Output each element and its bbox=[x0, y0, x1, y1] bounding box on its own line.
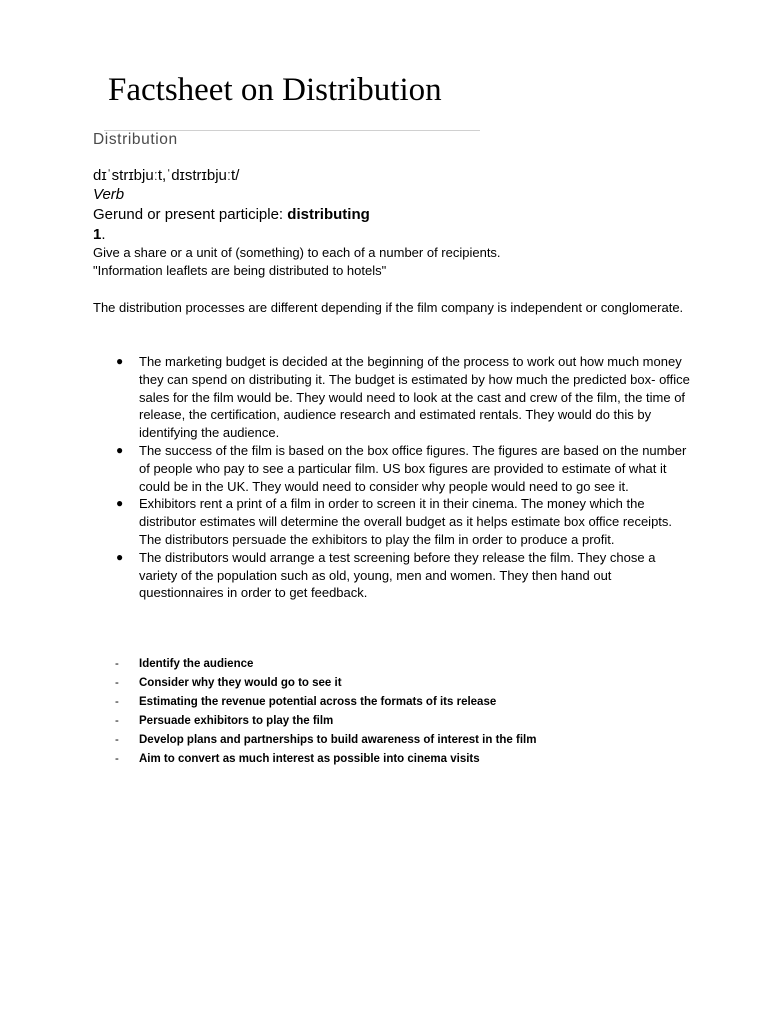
list-item-text: Exhibitors rent a print of a film in order to screen it in their cinema. The money which the distributor estimates will determine the overall budget as it helps estimate box office receipts. The distributors persuade the exhibitors to play the film in order to produce a profit. bbox=[139, 496, 673, 547]
dash-marker: - bbox=[115, 695, 119, 708]
list-item-text: Develop plans and partnerships to build awareness of interest in the film bbox=[139, 733, 537, 746]
list-item bbox=[93, 353, 693, 442]
list-item bbox=[93, 549, 693, 602]
list-item-text: Aim to convert as much interest as possible into cinema visits bbox=[139, 752, 480, 765]
bullet-marker: ● bbox=[116, 549, 124, 564]
list-item-text: Estimating the revenue potential across the formats of its release bbox=[139, 695, 497, 708]
list-item-text: Persuade exhibitors to play the film bbox=[139, 714, 334, 727]
sense-number-value: 1 bbox=[93, 226, 102, 243]
dash-marker: - bbox=[115, 658, 119, 670]
intro-paragraph: The distribution processes are different depending if the film company is independent or conglomerate. bbox=[93, 300, 684, 315]
definition-example: "Information leaflets are being distributed to hotels" bbox=[93, 263, 387, 278]
sense-number-suffix: . bbox=[101, 226, 106, 243]
gerund-value: distributing bbox=[287, 206, 370, 223]
list-item bbox=[93, 731, 693, 750]
part-of-speech: Verb bbox=[93, 186, 125, 203]
bullet-marker: ● bbox=[116, 354, 124, 368]
definition-meaning: Give a share or a unit of (something) to each of a number of recipients. bbox=[93, 245, 501, 260]
dash-marker: - bbox=[115, 733, 119, 746]
list-item-text: The success of the film is based on the box office figures. The figures are based on the number of people who pay to see a particular film. US box figures are provided to estimate of what it could be in the UK. They would need to consider why people would need to go see it. bbox=[139, 442, 687, 494]
section-subtitle: Distribution bbox=[93, 131, 178, 148]
dictionary-entry bbox=[93, 166, 693, 280]
list-item bbox=[93, 750, 693, 769]
list-item-text: The distributors would arrange a test screening before they release the film. They chose a variety of the population such as old, young, men and women. They then hand out questionnaires in order to get feedback. bbox=[139, 549, 656, 601]
gerund-line bbox=[93, 205, 693, 225]
list-item bbox=[93, 495, 693, 548]
bullet-marker: ● bbox=[116, 442, 124, 457]
list-item-text: Identify the audience bbox=[139, 658, 254, 670]
list-item bbox=[93, 674, 693, 693]
dash-marker: - bbox=[115, 752, 119, 765]
list-item-text: Consider why they would go to see it bbox=[139, 676, 342, 689]
list-item-text: The marketing budget is decided at the beginning of the process to work out how much money they can spend on distributing it. The budget is estimated by how much the predicted box- office sales for the film would be. They would need to look at the cast and crew of the film, the time of release, the certification, audience research and estimated rentals. They would do this by identifying the audience. bbox=[139, 354, 690, 441]
dash-marker: - bbox=[115, 714, 119, 727]
bullet-marker: ● bbox=[116, 496, 124, 511]
list-item bbox=[93, 712, 693, 731]
gerund-label: Gerund or present participle: bbox=[93, 206, 288, 223]
sense-number bbox=[93, 225, 693, 244]
page-title: Factsheet on Distribution bbox=[108, 72, 442, 108]
list-item bbox=[93, 693, 693, 712]
dash-marker: - bbox=[115, 676, 119, 689]
pronunciation: dɪˈstrɪbjuːt,ˈdɪstrɪbjuːt/ bbox=[93, 167, 240, 184]
bullet-list bbox=[93, 353, 693, 602]
list-item bbox=[93, 655, 693, 674]
dash-list bbox=[93, 655, 693, 768]
list-item bbox=[93, 442, 693, 495]
